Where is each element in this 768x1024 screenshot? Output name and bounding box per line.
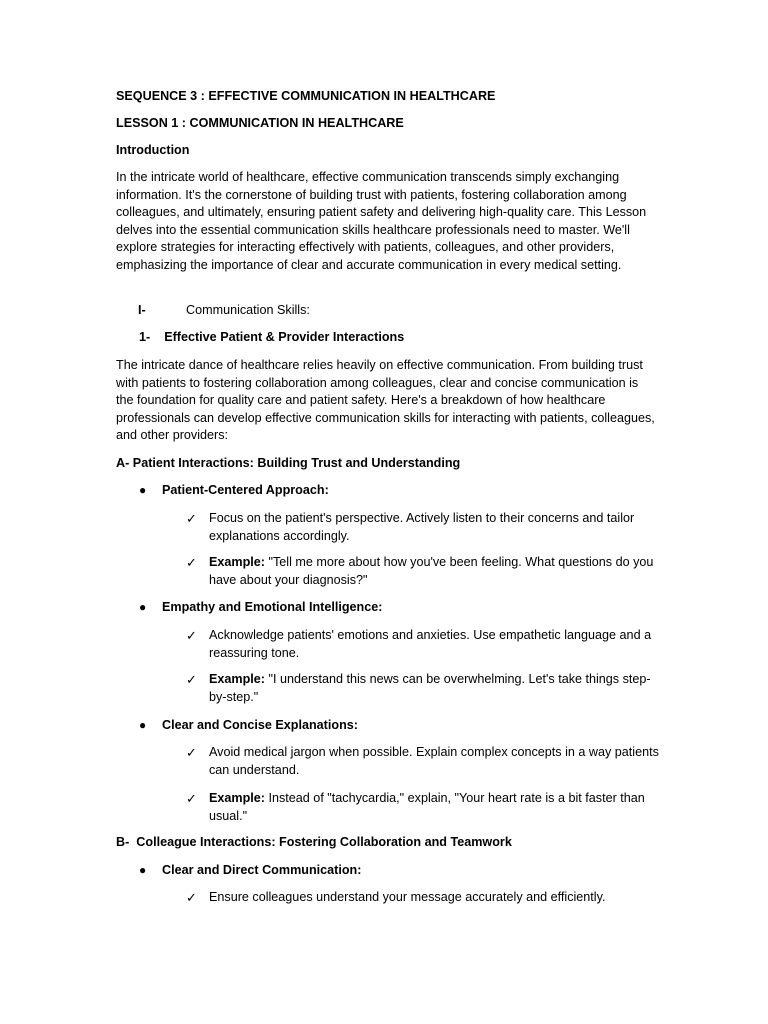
subsection-heading: [0, 329, 768, 347]
bullet-label: Patient-Centered Approach:: [162, 483, 329, 497]
check-item: [0, 510, 768, 546]
checkmark-icon: ✓: [186, 745, 197, 760]
checkmark-icon: ✓: [186, 555, 197, 570]
section-label: Communication Skills:: [186, 303, 310, 317]
bullet-dot-icon: ●: [139, 863, 147, 877]
check-text: Ensure colleagues understand your message accurately and efficiently.: [209, 890, 606, 904]
part-a-heading: A- Patient Interactions: Building Trust and Understanding: [116, 456, 461, 470]
checkmark-icon: ✓: [186, 511, 197, 526]
bullet-label: Clear and Concise Explanations:: [162, 718, 358, 732]
lesson-title: LESSON 1 : COMMUNICATION IN HEALTHCARE: [116, 116, 404, 130]
check-text: Acknowledge patients' emotions and anxieties. Use empathetic language and a reassuring tone.: [209, 628, 652, 660]
check-text: Example: "Tell me more about how you've been feeling. What questions do you have about your diagnosis?": [209, 555, 654, 587]
sequence-title: SEQUENCE 3 : EFFECTIVE COMMUNICATION IN HEALTHCARE: [116, 89, 496, 103]
section-number: I-: [138, 303, 146, 317]
check-item: [0, 790, 768, 826]
bullet-item: [0, 862, 768, 880]
bullet-dot-icon: ●: [139, 600, 147, 614]
check-item: [0, 889, 768, 907]
bullet-label: Empathy and Emotional Intelligence:: [162, 600, 383, 614]
check-item: [0, 671, 768, 707]
subsection-label: 1- Effective Patient & Provider Interactions: [139, 330, 405, 344]
checkmark-icon: ✓: [186, 791, 197, 806]
check-text: Example: "I understand this news can be overwhelming. Let's take things step-by-step.": [209, 672, 651, 704]
check-item: [0, 554, 768, 590]
intro-paragraph: In the intricate world of healthcare, effective communication transcends simply exchanging information. It's the cornerstone of building trust with patients, fostering collaboration among colleagues, and ultimately, ensuring patient safety and delivering high-quality care. This Lesson delves into the essential communication skills healthcare professionals need to master. We'll explore strategies for interacting effectively with patients, colleagues, and other providers, emphasizing the importance of clear and accurate communication in every medical setting.: [116, 170, 647, 272]
bullet-dot-icon: ●: [139, 483, 147, 497]
checkmark-icon: ✓: [186, 890, 197, 905]
bullet-label: Clear and Direct Communication:: [162, 863, 362, 877]
bullet-item: [0, 482, 768, 500]
checkmark-icon: ✓: [186, 628, 197, 643]
intro-heading: Introduction: [116, 143, 190, 157]
bullet-item: [0, 717, 768, 735]
check-text: Avoid medical jargon when possible. Explain complex concepts in a way patients can understand.: [209, 745, 659, 777]
check-text: Example: Instead of "tachycardia," explain, "Your heart rate is a bit faster than usual.": [209, 791, 645, 823]
bullet-dot-icon: ●: [139, 718, 147, 732]
checkmark-icon: ✓: [186, 672, 197, 687]
subsection-paragraph: The intricate dance of healthcare relies heavily on effective communication. From building trust with patients to fostering collaboration among colleagues, clear and concise communication is the foundation for quality care and patient safety. Here's a breakdown of how healthcare professionals can develop effective communication skills for interacting with patients, colleagues, and other providers:: [116, 358, 655, 443]
check-item: [0, 627, 768, 663]
check-item: [0, 744, 768, 780]
section-heading: [0, 302, 768, 320]
bullet-item: [0, 599, 768, 617]
part-b-heading: B- Colleague Interactions: Fostering Collaboration and Teamwork: [116, 835, 512, 849]
check-text: Focus on the patient's perspective. Actively listen to their concerns and tailor explanations accordingly.: [209, 511, 635, 543]
